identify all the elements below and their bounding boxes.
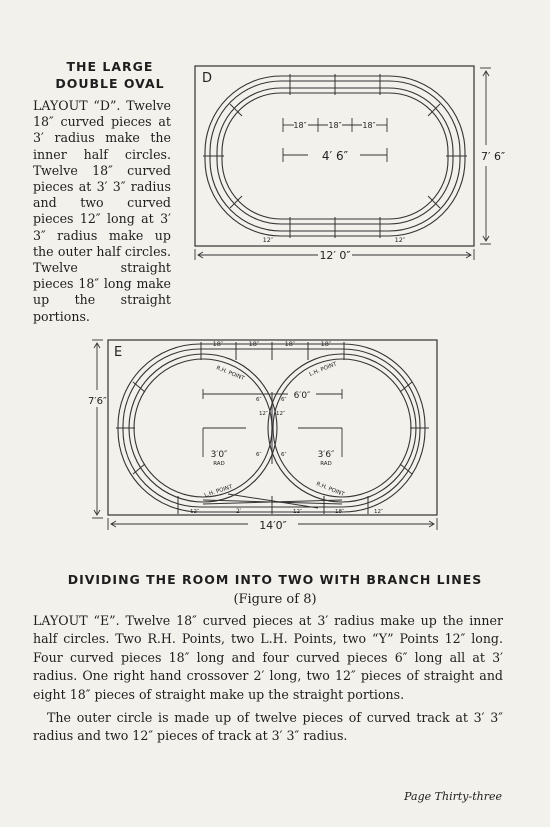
layout-e-diagram (88, 332, 450, 542)
layout-d-dim-12-a: 12″ (262, 236, 274, 244)
layout-e-bottom-12-b: 12″ (293, 509, 303, 515)
layout-e-six-d: 6″ (281, 452, 287, 458)
layout-e-bottom-12-c: 12″ (374, 509, 384, 515)
layout-d-dim-width: 12′ 0″ (319, 249, 351, 262)
section-d-title-line2: DOUBLE OVAL (55, 76, 165, 91)
layout-e-height-dimension (92, 340, 103, 518)
layout-e-dim-height: 7′6″ (88, 396, 107, 407)
layout-e-top-18-a: 18″ (212, 340, 224, 348)
layout-d-dim-18-b: 18″ (328, 121, 342, 130)
layout-e-section-ticks (116, 342, 429, 514)
section-e-subtitle: (Figure of 8) (233, 592, 317, 607)
layout-e-lh-point-bottom: L.H. POINT (203, 484, 234, 499)
layout-d-dim-18-a: 18″ (293, 121, 307, 130)
layout-e-six-b: 6″ (281, 397, 287, 403)
layout-d-dim-height: 7′ 6″ (481, 150, 506, 163)
section-e-title: DIVIDING THE ROOM INTO TWO WITH BRANCH LINES (67, 572, 483, 587)
section-e-paragraph-1: LAYOUT “E”. Twelve 18″ curved pieces at 3′ radius make up the inner half circles. Two R.H. Points, two L.H. Points, two “Y” Points 12″ long. Four curved pieces 18″ long and four curved pieces 6″ long all at 3′ radius. One right hand crossover 2′ long, two 12″ pieces of straight and eight 18″ pieces of straight make up the straight portions. (33, 613, 503, 702)
layout-e-bottom-18: 18″ (335, 509, 345, 515)
layout-e-dim-width: 14′0″ (259, 519, 287, 532)
layout-e-rh-point-top: R.H. POINT (215, 365, 245, 382)
layout-d-label: D (202, 71, 213, 86)
layout-e-radius-right: 3′6″ (317, 450, 335, 460)
layout-d-dim-12-b: 12″ (394, 236, 406, 244)
layout-d-diagram (190, 60, 506, 270)
section-d-description: LAYOUT “D”. Twelve 18″ curved pieces at 3′ radius make the inner half circles. Twelve 18″ curved pieces at 3′ 3″ radius and two curved pieces 12″ long at 3′ 3″ radius make up the outer half circles. Twelve straight pieces 18″ long make up the straight portions. (33, 98, 171, 324)
layout-e-lh-point-top: L.H. POINT (308, 361, 338, 378)
section-d-title (40, 58, 180, 92)
layout-e-radius-left: 3′0″ (210, 450, 228, 460)
layout-e-dim-center: 6′0″ (293, 391, 311, 401)
layout-e-six-c: 6″ (256, 452, 262, 458)
section-e-paragraph-2: The outer circle is made up of twelve pieces of curved track at 3′ 3″ radius and two 12″ pieces of track at 3′ 3″ radius. (33, 710, 503, 744)
layout-e-bottom-12-a: 12″ (190, 509, 200, 515)
section-d-title-line1: THE LARGE (66, 59, 154, 74)
layout-e-rad-right: RAD (320, 461, 332, 467)
layout-e-six-a: 6″ (256, 397, 262, 403)
layout-e-top-18-b: 18″ (248, 340, 260, 348)
layout-e-twelve-b: 12″ (276, 411, 286, 417)
layout-e-bottom-2: 2′ (236, 508, 242, 515)
layout-e-label: E (114, 345, 123, 360)
layout-e-top-18-d: 18″ (320, 340, 332, 348)
layout-d-dim-inner: 4′ 6″ (321, 149, 349, 163)
layout-e-rad-left: RAD (213, 461, 225, 467)
layout-e-rh-point-bottom: R.H. POINT (315, 481, 345, 498)
layout-e-twelve-a: 12″ (258, 411, 268, 417)
page-number: Page Thirty-three (404, 790, 502, 803)
layout-d-dim-18-c: 18″ (362, 121, 376, 130)
layout-e-top-18-c: 18″ (284, 340, 296, 348)
